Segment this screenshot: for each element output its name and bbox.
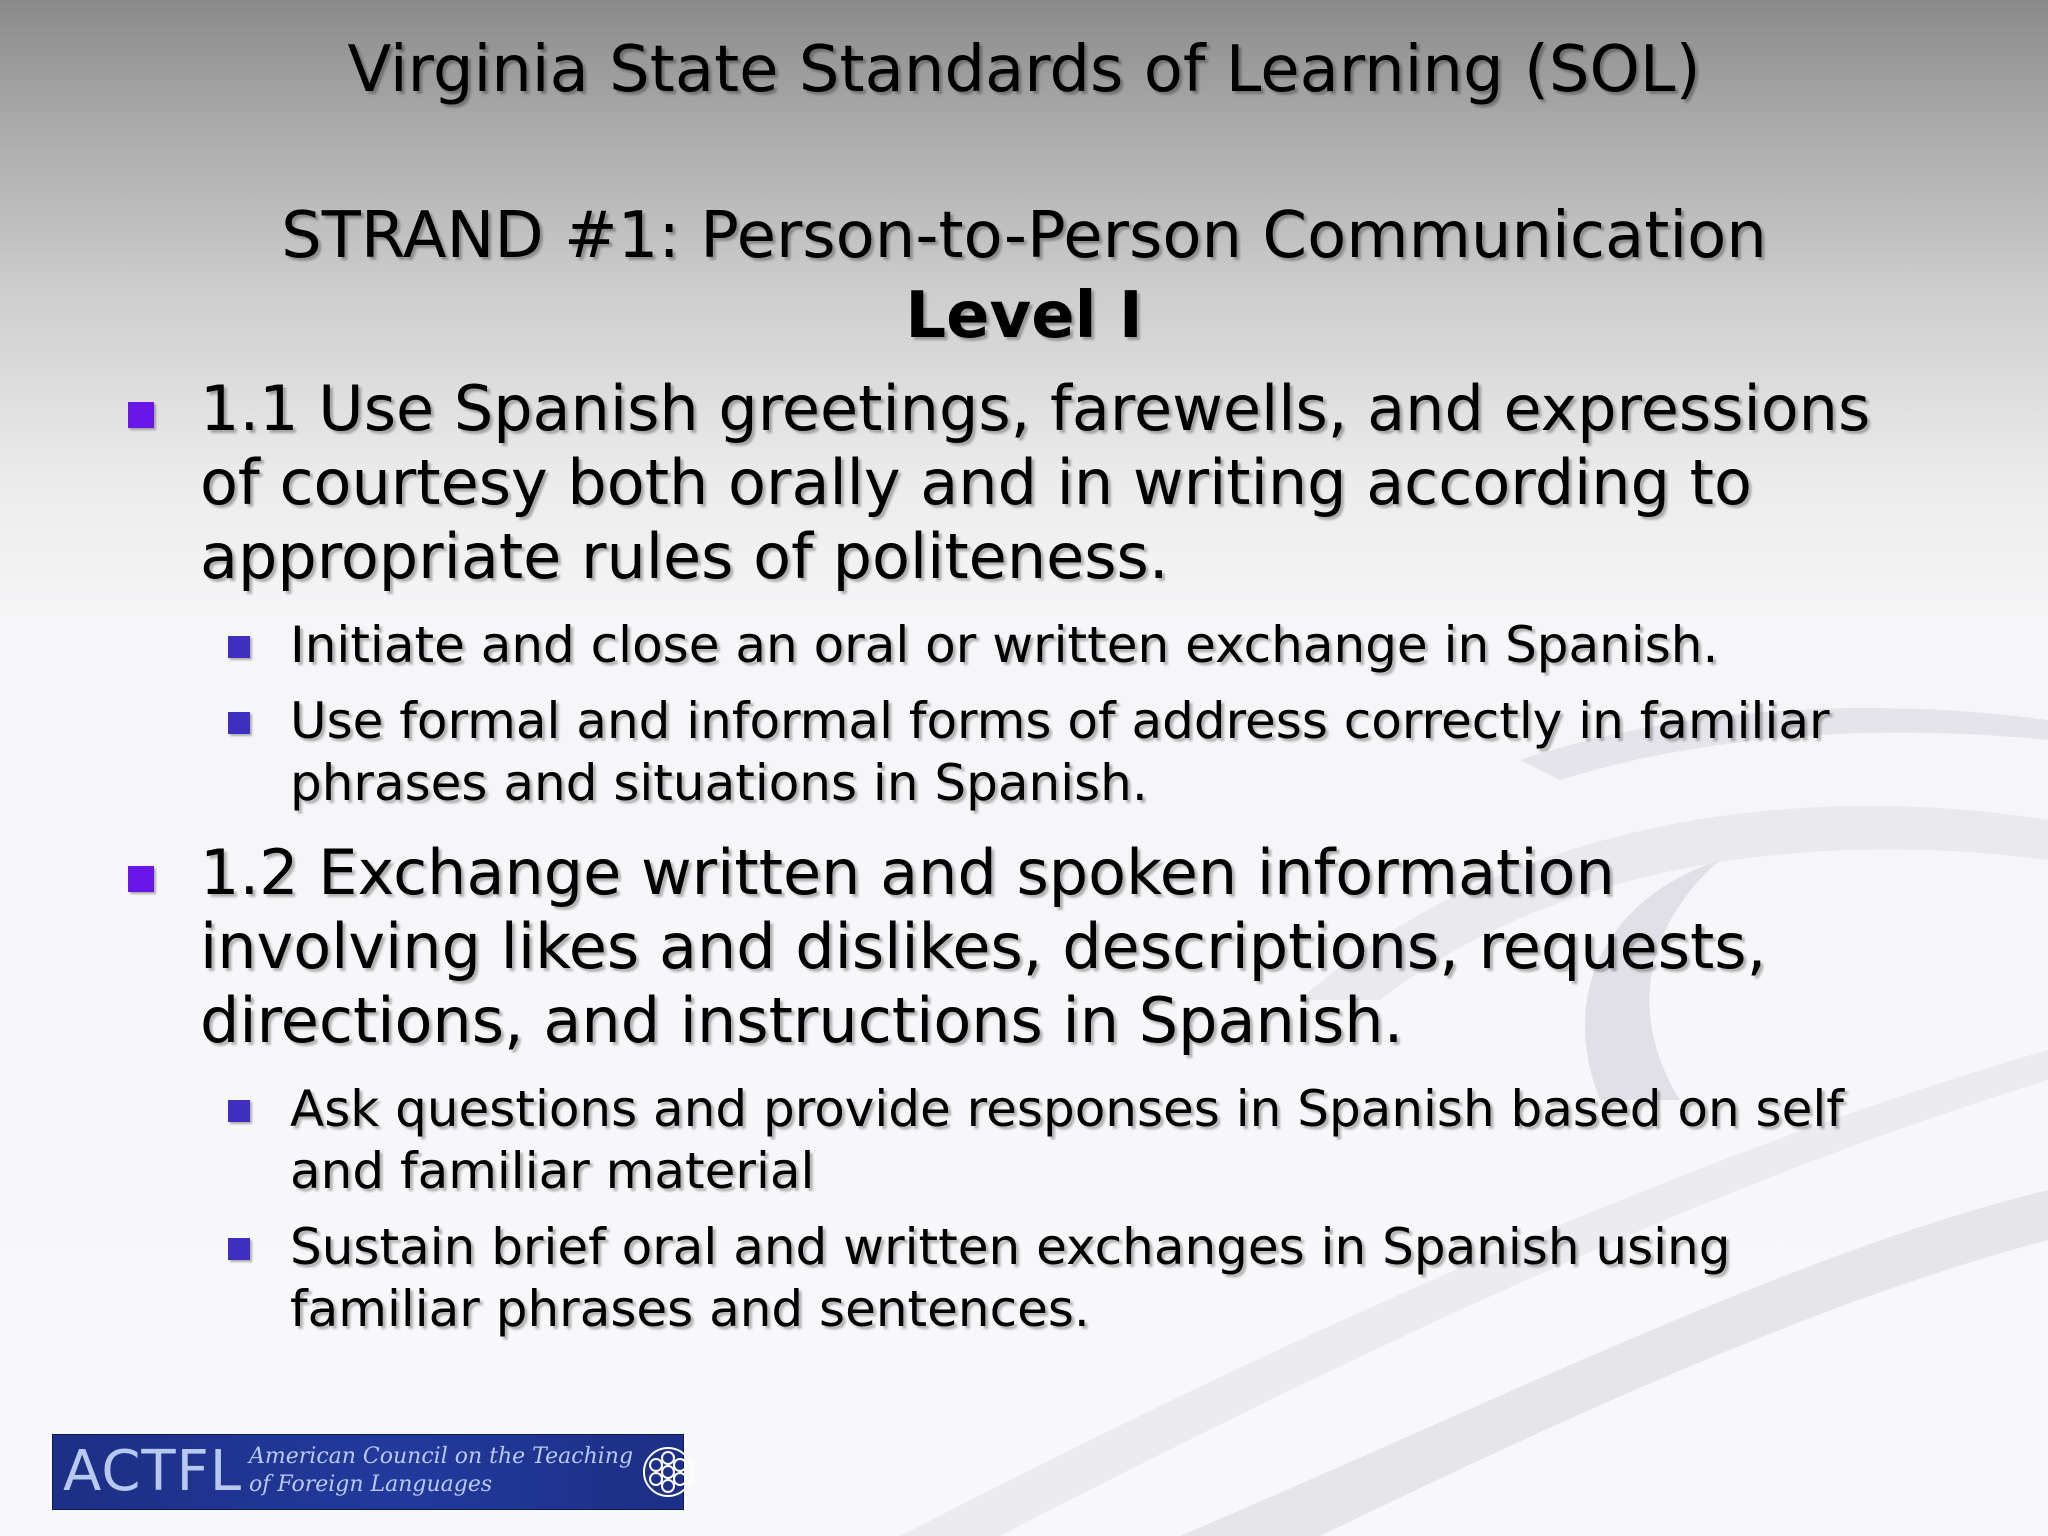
sub-item-text: Use formal and informal forms of address correctly in familiar phrases and situations in Spanish. [290,692,1830,812]
square-bullet-icon [228,712,250,734]
sub-item [290,614,1850,676]
bullet-list [0,372,2048,1340]
square-bullet-icon [128,866,154,892]
sub-item-text: Initiate and close an oral or written exchange in Spanish. [290,616,1719,674]
square-bullet-icon [228,636,250,658]
sub-item [290,1078,1850,1202]
list-item-text: 1.2 Exchange written and spoken information involving likes and dislikes, descriptions, requests, directions, and instructions in Spanish. [200,836,1767,1057]
snowflake-emblem-icon [637,1441,699,1503]
square-bullet-icon [128,402,154,428]
list-item-1-2 [200,836,1900,1340]
list-item-1-1 [200,372,1900,814]
square-bullet-icon [228,1100,250,1122]
level-heading: Level I [905,279,1143,353]
actfl-logo [52,1434,684,1510]
sub-item-text: Ask questions and provide responses in Spanish based on self and familiar material [290,1080,1844,1200]
logo-acronym: ACTFL [63,1439,243,1504]
sub-item [290,690,1850,814]
strand-heading: STRAND #1: Person-to-Person Communication [281,199,1767,273]
logo-organization-name: American Council on the Teaching of Foreign Languages [249,1444,634,1497]
list-item-text: 1.1 Use Spanish greetings, farewells, and expressions of courtesy both orally and in writing according to appropriate rules of politeness. [200,372,1871,593]
sub-item-text: Sustain brief oral and written exchanges in Spanish using familiar phrases and sentences. [290,1218,1731,1338]
sub-item [290,1216,1850,1340]
square-bullet-icon [228,1238,250,1260]
slide-title: Virginia State Standards of Learning (SOL) [347,33,1701,107]
